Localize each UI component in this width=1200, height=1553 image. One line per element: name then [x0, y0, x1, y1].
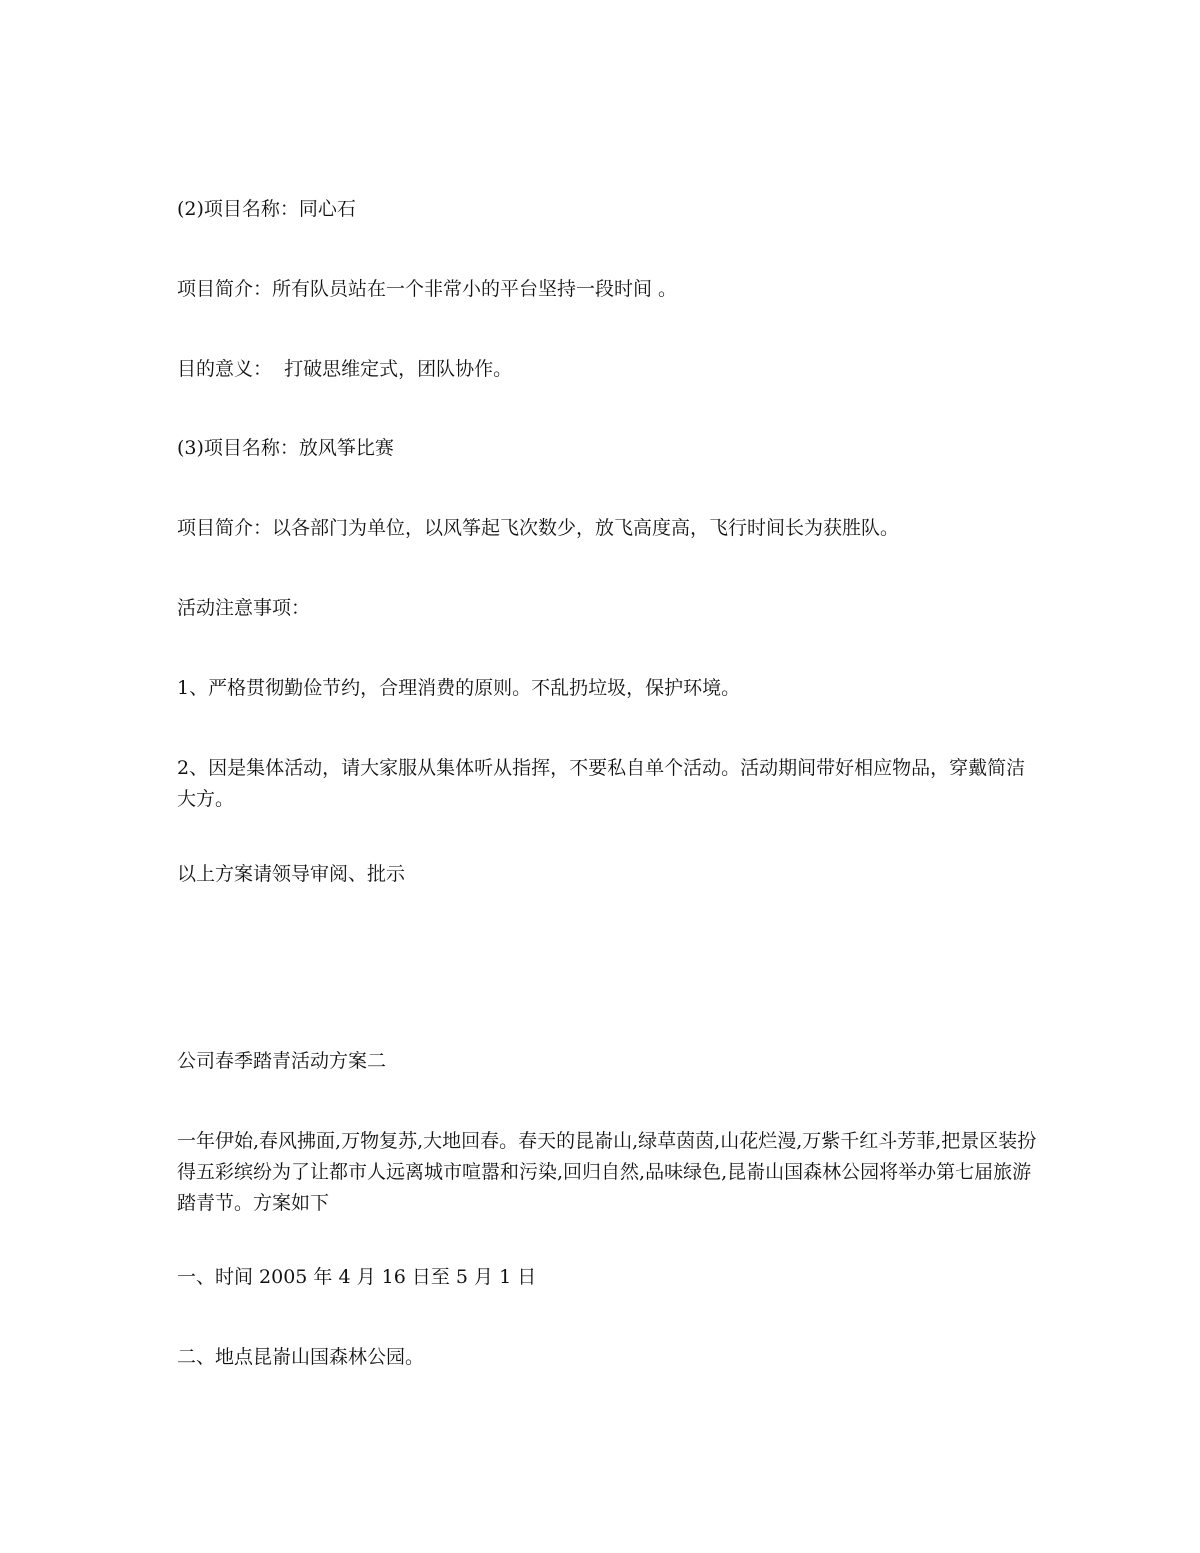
project-3-title: (3)项目名称：放风筝比赛 [177, 437, 394, 459]
project-2-purpose: 目的意义： 打破思维定式，团队协作。 [177, 358, 513, 380]
plan-two-time: 一、时间 2005 年 4 月 16 日至 5 月 1 日 [177, 1266, 537, 1288]
plan-two-title: 公司春季踏青活动方案二 [177, 1050, 387, 1072]
project-2-title: (2)项目名称：同心石 [177, 198, 356, 220]
project-2-intro: 项目简介：所有队员站在一个非常小的平台坚持一段时间 。 [177, 278, 678, 300]
note-item-1: 1、严格贯彻勤俭节约，合理消费的原则。不乱扔垃圾，保护环境。 [177, 677, 741, 699]
plan-two-intro: 一年伊始,春风拂面,万物复苏,大地回春。春天的昆嵛山,绿草茵茵,山花烂漫,万紫千红斗芳菲,把景区装扮得五彩缤纷为了让都市人远离城市喧嚣和污染,回归自然,品味绿色,昆嵛山国森林公园将举办第七届旅游踏青节。方案如下 [177, 1130, 1037, 1214]
plan-two-location: 二、地点昆嵛山国森林公园。 [177, 1346, 425, 1368]
closing-remark: 以上方案请领导审阅、批示 [177, 863, 406, 885]
project-3-intro: 项目简介：以各部门为单位，以风筝起飞次数少，放飞高度高，飞行时间长为获胜队。 [177, 517, 900, 539]
notes-heading: 活动注意事项： [177, 597, 311, 619]
note-item-2: 2、因是集体活动，请大家服从集体听从指挥，不要私自单个活动。活动期间带好相应物品，穿戴简洁大方。 [177, 757, 1026, 810]
